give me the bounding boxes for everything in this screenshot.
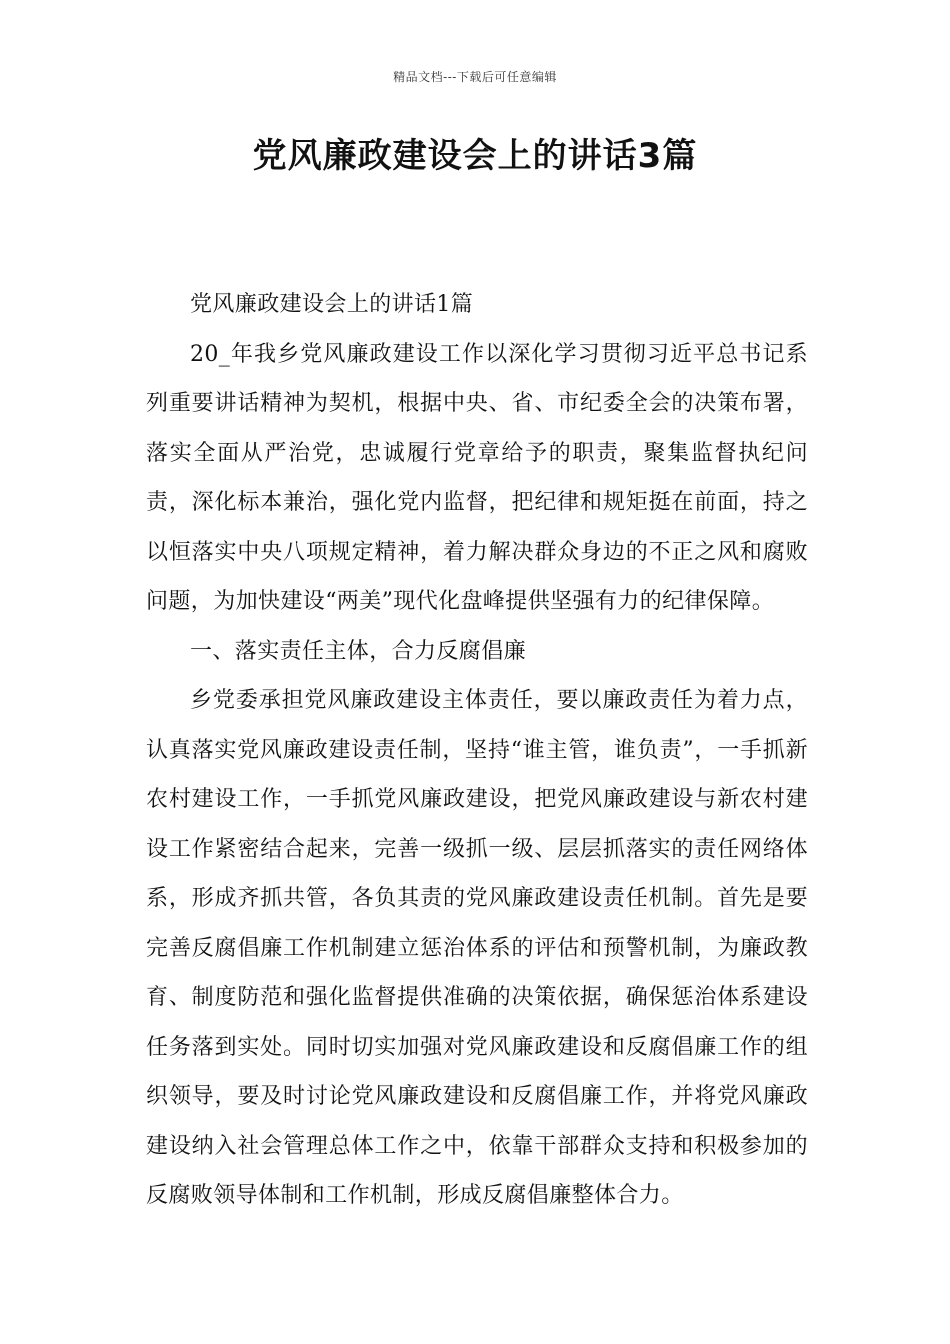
header-note: 精品文档---下载后可任意编辑: [393, 70, 557, 84]
section-heading: 一、落实责任主体，合力反腐倡廉: [190, 638, 527, 664]
body-paragraph: 20_年我乡党风廉政建设工作以深化学习贯彻习近平总书记系列重要讲话精神为契机，根据中央、省、市纪委全会的决策布署，落实全面从严治党，忠诚履行党章给予的职责，聚集监督执纪问责，深化标本兼治，强化党内监督，把纪律和规矩挺在前面，持之以恒落实中央八项规定精神，着力解决群众身边的不正之风和腐败问题，为加快建设“两美”现代化盘峰提供坚强有力的纪律保障。: [146, 341, 808, 614]
body-paragraph: 乡党委承担党风廉政建设主体责任，要以廉政责任为着力点，认真落实党风廉政建设责任制，坚持“谁主管，谁负责”，一手抓新农村建设工作，一手抓党风廉政建设，把党风廉政建设与新农村建设工作紧密结合起来，完善一级抓一级、层层抓落实的责任网络体系，形成齐抓共管，各负其责的党风廉政建设责任机制。首先是要完善反腐倡廉工作机制建立惩治体系的评估和预警机制，为廉政教育、制度防范和强化监督提供准确的决策依据，确保惩治体系建设任务落到实处。同时切实加强对党风廉政建设和反腐倡廉工作的组织领导，要及时讨论党风廉政建设和反腐倡廉工作，并将党风廉政建设纳入社会管理总体工作之中，依靠干部群众支持和积极参加的反腐败领导体制和工作机制，形成反腐倡廉整体合力。: [146, 688, 808, 1208]
document-body: [146, 280, 808, 1221]
section-heading: 党风廉政建设会上的讲话1篇: [190, 292, 474, 317]
document-title: 党风廉政建设会上的讲话3篇: [252, 136, 698, 176]
